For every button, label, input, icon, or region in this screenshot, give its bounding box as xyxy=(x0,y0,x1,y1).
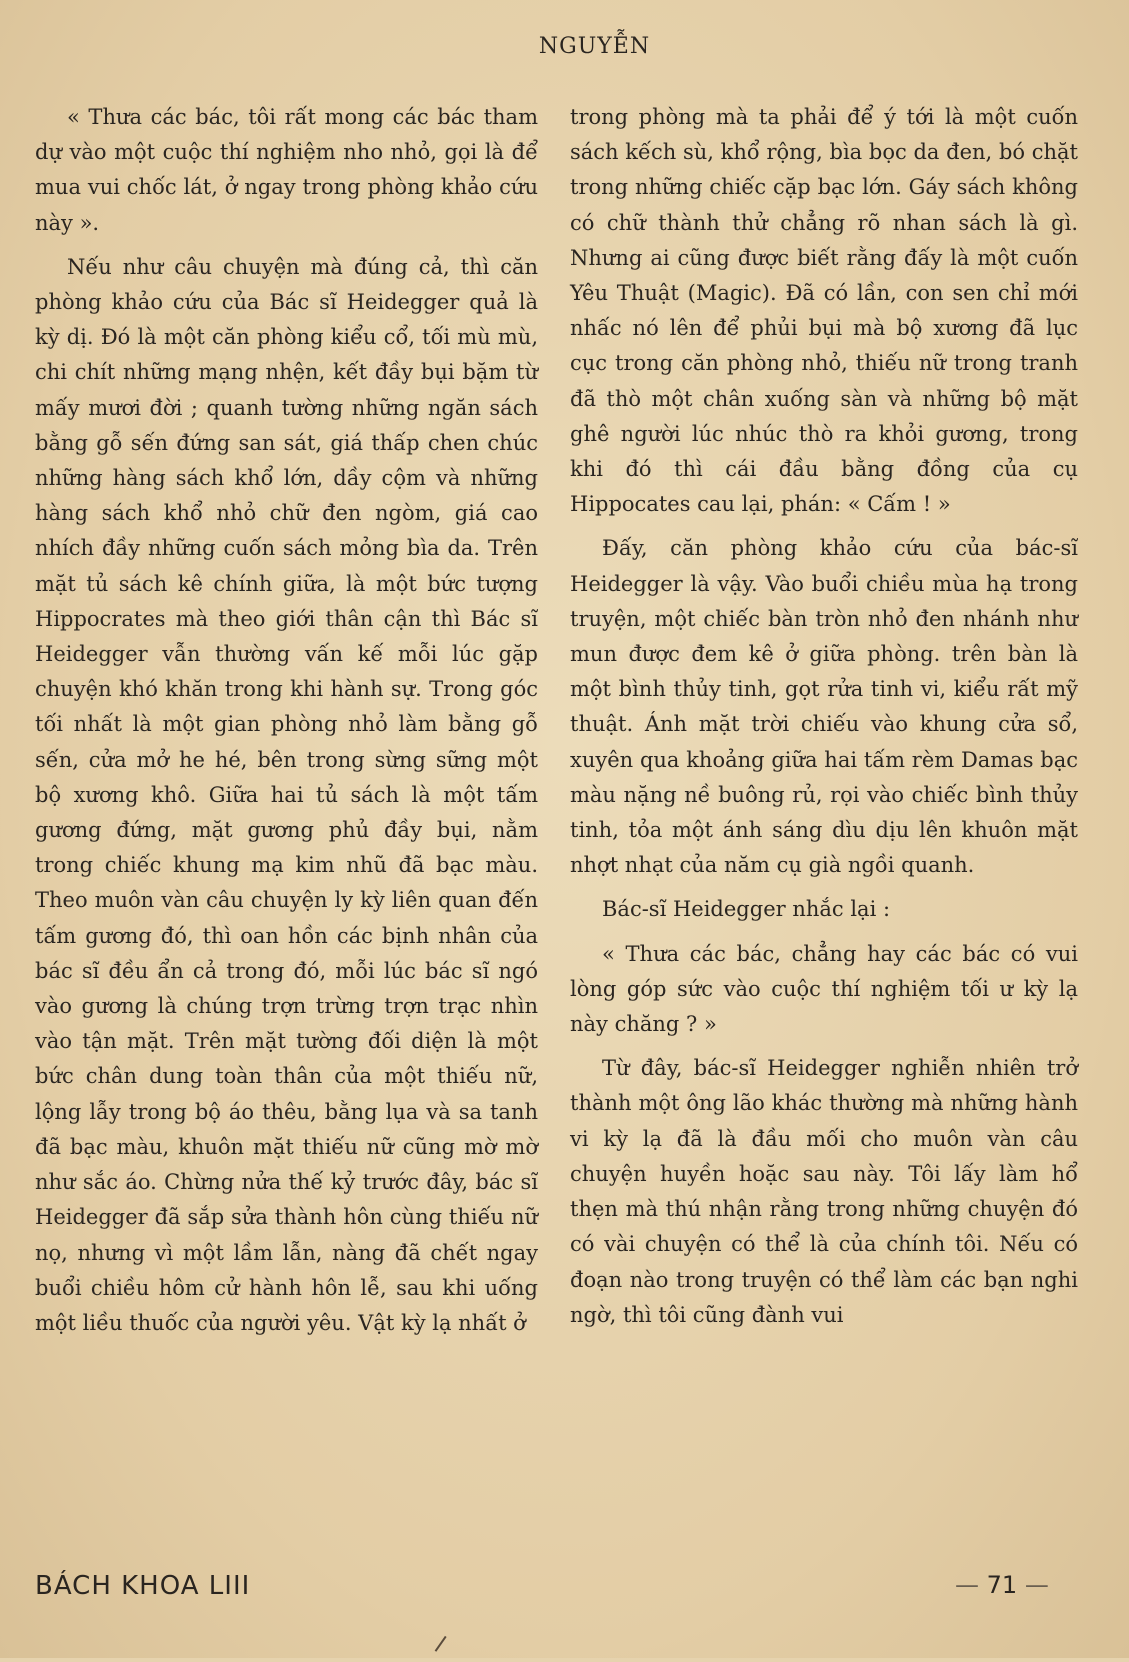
running-header: NGUYỄN xyxy=(538,34,651,59)
dash-icon: — xyxy=(955,1571,987,1599)
dash-icon: — xyxy=(1017,1571,1049,1599)
paragraph: Bác-sĩ Heidegger nhắc lại : xyxy=(602,897,891,922)
paragraph: « Thưa các bác, chẳng hay các bác có vui lòng góp sức vào cuộc thí nghiệm tối ư kỳ lạ này chăng ? » xyxy=(570,941,1078,1037)
page-number: 71 xyxy=(986,1571,1018,1599)
left-column xyxy=(35,100,538,1341)
paragraph: « Thưa các bác, tôi rất mong các bác tham dự vào một cuộc thí nghiệm nho nhỏ, gọi là để mua vui chốc lát, ở ngay trong phòng khảo cứu này ». xyxy=(35,105,538,235)
page-fold-mark xyxy=(435,1636,462,1662)
paragraph: Nếu như câu chuyện mà đúng cả, thì căn phòng khảo cứu của Bác sĩ Heidegger quả là kỳ dị. Đó là một căn phòng kiểu cổ, tối mù mù, chi chít những mạng nhện, kết đầy bụi bặm từ mấy mươi đời ; quanh tường những ngăn sách bằng gỗ sến đứng san sát, giá thấp chen chúc những hàng sách khổ lớn, dầy cộm và những hàng sách khổ nhỏ chữ đen ngòm, giá cao nhích đầy những cuốn sách mỏng bìa da. Trên mặt tủ sách kê chính giữa, là một bức tượng Hippocrates mà theo giới thân cận thì Bác sĩ Heidegger vẫn thường vấn kế mỗi lúc gặp chuyện khó khăn trong khi hành sự. Trong góc tối nhất là một gian phòng nhỏ làm bằng gỗ sến, cửa mở he hé, bên trong sừng sững một bộ xương khô. Giữa hai tủ sách là một tấm gương đứng, mặt gương phủ đầy bụi, nằm trong chiếc khung mạ kim nhũ đã bạc màu. Theo muôn vàn câu chuyện ly kỳ liên quan đến tấm gương đó, thì oan hồn các bịnh nhân của bác sĩ đều ẩn cả trong đó, mỗi lúc bác sĩ ngó vào gương là chúng trợn trừng trợn trạc nhìn vào tận mặt. Trên mặt tường đối diện là một bức chân dung toàn thân của một thiếu nữ, lộng lẫy trong bộ áo thêu, bằng lụa và sa tanh đã bạc màu, khuôn mặt thiếu nữ cũng mờ mờ như sắc áo. Chừng nửa thế kỷ trước đây, bác sĩ Heidegger đã sắp sửa thành hôn cùng thiếu nữ nọ, nhưng vì một lầm lẫn, nàng đã chết ngay buổi chiều hôm cử hành hôn lễ, sau khi uống một liều thuốc của người yêu. Vật kỳ lạ nhất ở xyxy=(35,254,538,1335)
paragraph: Từ đây, bác-sĩ Heidegger nghiễn nhiên trở thành một ông lão khác thường mà những hành vi kỳ lạ đã là đầu mối cho muôn vàn câu chuyện huyền hoặc sau này. Tôi lấy làm hổ thẹn mà thú nhận rằng trong những chuyện đó có vài chuyện có thể là của chính tôi. Nếu có đoạn nào trong truyện có thể làm các bạn nghi ngờ, thì tôi cũng đành vui xyxy=(570,1056,1078,1327)
paragraph: Đấy, căn phòng khảo cứu của bác-sĩ Heidegger là vậy. Vào buổi chiều mùa hạ trong truyện, một chiếc bàn tròn nhỏ đen nhánh như mun được đem kê ở giữa phòng. trên bàn là một bình thủy tinh, gọt rửa tinh vi, kiểu rất mỹ thuật. Ánh mặt trời chiếu vào khung cửa sổ, xuyên qua khoảng giữa hai tấm rèm Damas bạc màu nặng nề buông rủ, rọi vào chiếc bình thủy tinh, tỏa một ánh sáng dìu dịu lên khuôn mặt nhợt nhạt của năm cụ già ngồi quanh. xyxy=(570,536,1078,878)
page-number-block xyxy=(955,1571,1049,1599)
right-column xyxy=(570,100,1078,1333)
paragraph: trong phòng mà ta phải để ý tới là một cuốn sách kếch sù, khổ rộng, bìa bọc da đen, bó chặt trong những chiếc cặp bạc lớn. Gáy sách không có chữ thành thử chẳng rõ nhan sách là gì. Nhưng ai cũng được biết rằng đấy là một cuốn Yêu Thuật (Magic). Đã có lần, con sen chỉ mới nhấc nó lên để phủi bụi mà bộ xương đã lục cục trong căn phòng nhỏ, thiếu nữ trong tranh đã thò một chân xuống sàn và những bộ mặt ghê người lúc nhúc thò ra khỏi gương, trong khi đó thì cái đầu bằng đồng của cụ Hippocates cau lại, phán: « Cấm ! » xyxy=(570,105,1078,517)
journal-name: BÁCH KHOA LIII xyxy=(35,1571,251,1601)
